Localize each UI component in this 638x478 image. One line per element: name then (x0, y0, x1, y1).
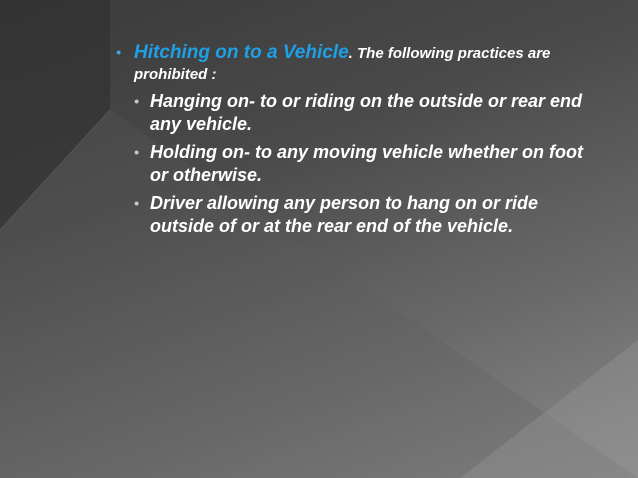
main-bullet-point (112, 42, 602, 85)
bullet-marker: • (116, 44, 121, 60)
sub-point-text: Hanging on- to or riding on the outside or rear end any vehicle. (150, 91, 582, 134)
slide-body (112, 42, 602, 238)
bullet-marker: • (134, 195, 139, 211)
section-heading: Hitching on to a Vehicle (134, 42, 349, 63)
sub-point-text: Holding on- to any moving vehicle whether on foot or otherwise. (150, 142, 584, 185)
main-point-text: . The following practices are prohibited : (134, 45, 551, 83)
sub-point-text: Driver allowing any person to hang on or ride outside of or at the rear end of the vehicle. (150, 193, 539, 236)
bullet-marker: • (134, 144, 139, 160)
sub-bullet-point (112, 192, 602, 238)
sub-bullet-point (112, 90, 602, 136)
sub-bullet-point (112, 141, 602, 187)
bullet-marker: • (134, 93, 139, 109)
